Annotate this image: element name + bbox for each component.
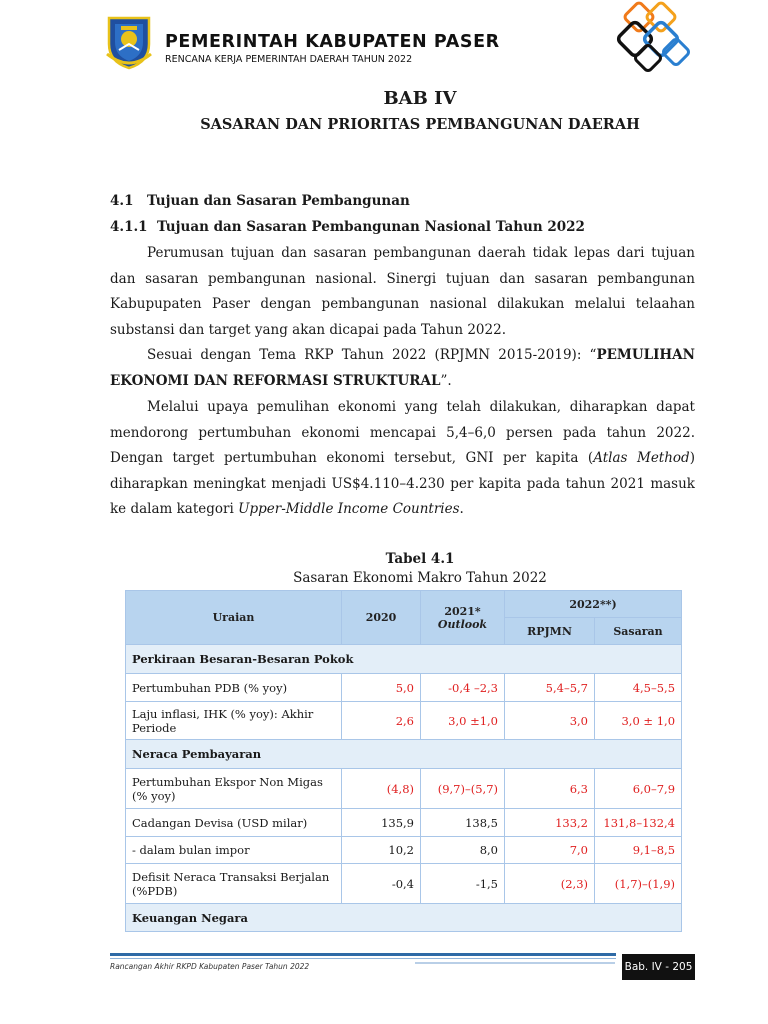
cell-sasaran: (1,7)–(1,9) <box>595 864 682 904</box>
table-row <box>126 837 682 864</box>
table-title: Tabel 4.1 <box>385 551 455 567</box>
row-label: Pertumbuhan PDB (% yoy) <box>126 674 342 702</box>
cell-sasaran: 4,5–5,5 <box>595 674 682 702</box>
cell-2021: 8,0 <box>421 837 505 864</box>
footer-rule <box>110 953 616 956</box>
header-uraian: Uraian <box>126 591 342 645</box>
header-2021 <box>421 591 505 645</box>
table-row <box>126 702 682 740</box>
subsection-number: 4.1.1 <box>110 219 148 235</box>
government-title: PEMERINTAH KABUPATEN PASER <box>165 32 500 52</box>
chapter-subtitle: SASARAN DAN PRIORITAS PEMBANGUNAN DAERAH <box>200 116 640 133</box>
interlocking-squares-logo-icon <box>600 0 700 84</box>
cell-rpjmn: 133,2 <box>505 809 595 837</box>
section-row-keuangan-negara: Keuangan Negara <box>126 904 682 932</box>
macro-economic-targets-table <box>125 590 682 932</box>
row-label: Pertumbuhan Ekspor Non Migas (% yoy) <box>126 769 342 809</box>
section-row-besaran-pokok: Perkiraan Besaran-Besaran Pokok <box>126 645 682 674</box>
atlas-method-term: Atlas Method <box>593 450 690 466</box>
footer-rule-accent <box>415 962 615 964</box>
section-title: Tujuan dan Sasaran Pembangunan <box>147 193 410 209</box>
cell-rpjmn: 7,0 <box>505 837 595 864</box>
cell-2021: -1,5 <box>421 864 505 904</box>
cell-2021: -0,4 –2,3 <box>421 674 505 702</box>
paragraph-1: Perumusan tujuan dan sasaran pembangunan daerah tidak lepas dari tujuan dan sasaran pembangunan nasional. Sinergi tujuan dan sasaran pembangunan Kabupupaten Paser dengan pembangunan nasional dilakukan melalui telaahan substansi dan target yang akan dicapai pada Tahun 2022. <box>110 245 695 338</box>
subsection-title: Tujuan dan Sasaran Pembangunan Nasional Tahun 2022 <box>157 219 585 235</box>
header-2022: 2022**) <box>505 591 682 618</box>
section-row-neraca-pembayaran: Neraca Pembayaran <box>126 740 682 769</box>
table-row <box>126 674 682 702</box>
paragraph-3 <box>110 395 695 523</box>
header-2021-year: 2021* <box>444 604 481 618</box>
cell-2021: 3,0 ±1,0 <box>421 702 505 740</box>
table-row <box>126 809 682 837</box>
table-row <box>126 864 682 904</box>
paragraph-2-end: ”. <box>440 372 452 389</box>
chapter-title: BAB IV <box>383 88 457 109</box>
cell-2021: 138,5 <box>421 809 505 837</box>
income-category-term: Upper-Middle Income Countries <box>238 501 460 517</box>
cell-rpjmn: (2,3) <box>505 864 595 904</box>
header-rpjmn: RPJMN <box>505 618 595 645</box>
cell-rpjmn: 3,0 <box>505 702 595 740</box>
cell-rpjmn: 6,3 <box>505 769 595 809</box>
paser-regency-crest-icon <box>105 14 153 70</box>
cell-2020: 135,9 <box>342 809 421 837</box>
row-label: Defisit Neraca Transaksi Berjalan (%PDB) <box>126 864 342 904</box>
cell-2020: 2,6 <box>342 702 421 740</box>
paragraph-3-text-a: Melalui upaya pemulihan ekonomi yang telah dilakukan, diharapkan dapat mendorong pertumbuhan ekonomi mencapai 5,4–6,0 persen pada tahun 2022. Dengan target pertumbuhan ekonomi tersebut, GNI per kapita ( <box>110 399 695 466</box>
cell-2020: -0,4 <box>342 864 421 904</box>
row-label: Cadangan Devisa (USD milar) <box>126 809 342 837</box>
header-2021-outlook: Outlook <box>437 617 488 631</box>
table-subtitle: Sasaran Ekonomi Makro Tahun 2022 <box>293 570 547 586</box>
paragraph-3-text-c: . <box>459 501 464 517</box>
cell-2020: 5,0 <box>342 674 421 702</box>
government-subtitle: RENCANA KERJA PEMERINTAH DAERAH TAHUN 2022 <box>165 54 413 65</box>
header-2020: 2020 <box>342 591 421 645</box>
row-label: - dalam bulan impor <box>126 837 342 864</box>
page-number-badge: Bab. IV - 205 <box>622 954 695 980</box>
cell-2021: (9,7)–(5,7) <box>421 769 505 809</box>
cell-sasaran: 3,0 ± 1,0 <box>595 702 682 740</box>
row-label: Laju inflasi, IHK (% yoy): Akhir Periode <box>126 702 342 740</box>
footer-document-title: Rancangan Akhir RKPD Kabupaten Paser Tahun 2022 <box>110 962 310 971</box>
rkp-theme: PEMULIHAN EKONOMI DAN REFORMASI STRUKTURAL <box>110 347 695 389</box>
footer-rule-thin <box>110 958 616 959</box>
cell-sasaran: 6,0–7,9 <box>595 769 682 809</box>
table-row <box>126 769 682 809</box>
cell-rpjmn: 5,4–5,7 <box>505 674 595 702</box>
paragraph-3-text-b: ) diharapkan meningkat menjadi US$4.110–4.230 per kapita pada tahun 2021 masuk ke dalam kategori <box>110 450 695 517</box>
cell-2020: (4,8) <box>342 769 421 809</box>
section-number: 4.1 <box>110 193 134 209</box>
paragraph-2 <box>110 343 695 394</box>
header-sasaran: Sasaran <box>595 618 682 645</box>
cell-2020: 10,2 <box>342 837 421 864</box>
paragraph-2-text: Sesuai dengan Tema RKP Tahun 2022 (RPJMN 2015-2019): “ <box>147 347 597 363</box>
cell-sasaran: 9,1–8,5 <box>595 837 682 864</box>
cell-sasaran: 131,8–132,4 <box>595 809 682 837</box>
